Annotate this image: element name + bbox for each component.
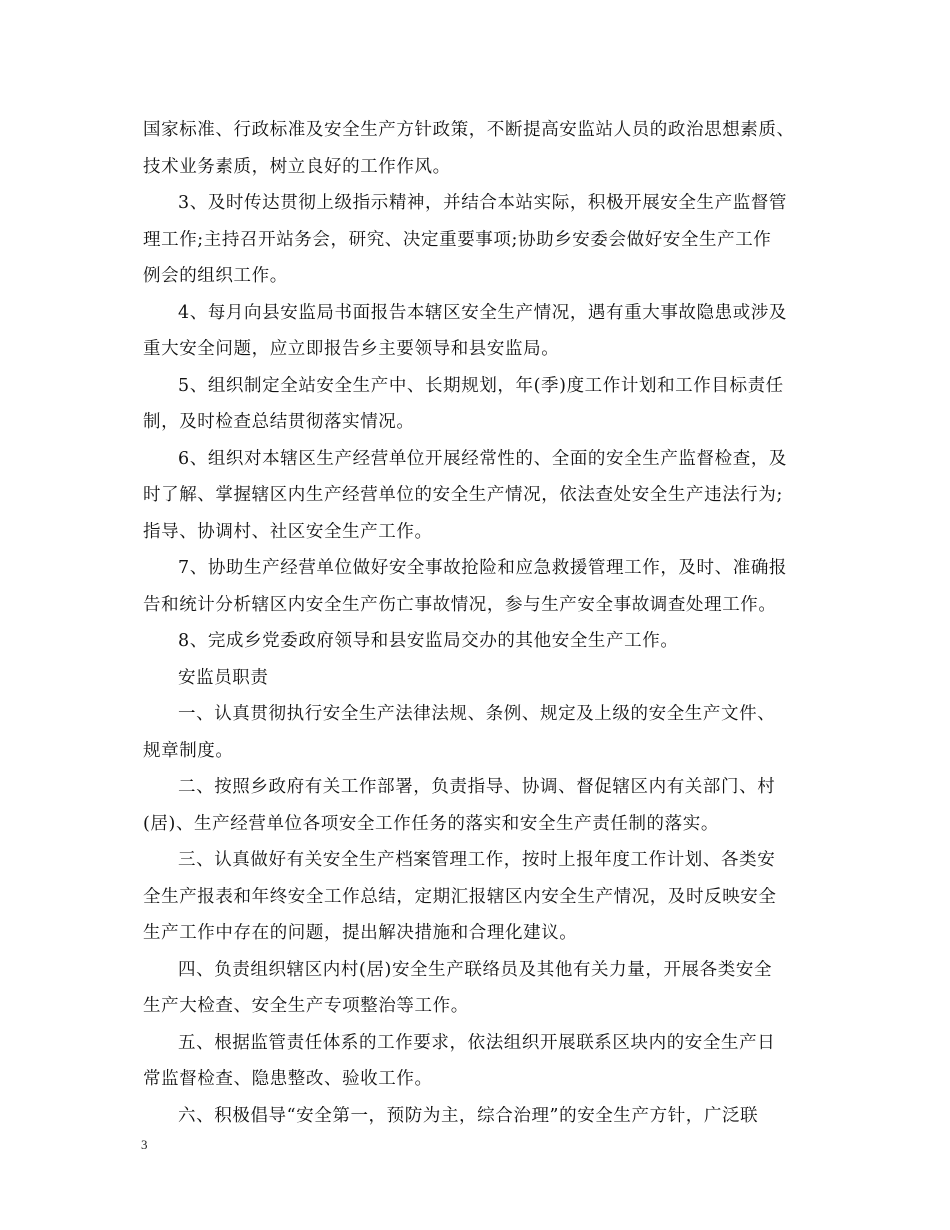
text-line: 安监员职责 (178, 667, 269, 688)
page-number: 3 (141, 1137, 148, 1152)
text-line: 制，及时检查总结贯彻落实情况。 (143, 412, 415, 432)
text-line: (居)、生产经营单位各项安全工作任务的落实和安全生产责任制的落实。 (143, 813, 719, 834)
text-line: 5、组织制定全站安全生产中、长期规划，年(季)度工作计划和工作目标责任 (178, 375, 784, 396)
text-line: 规章制度。 (143, 740, 234, 761)
text-line: 三、认真做好有关安全生产档案管理工作，按时上报年度工作计划、各类安 (178, 850, 776, 870)
text-line: 国家标准、行政标准及安全生产方针政策，不断提高安监站人员的政治思想素质、 (143, 120, 795, 140)
text-line: 例会的组织工作。 (143, 266, 288, 286)
text-line: 8、完成乡党委政府领导和县安监局交办的其他安全生产工作。 (178, 631, 679, 651)
text-line: 时了解、掌握辖区内生产经营单位的安全生产情况，依法查处安全生产违法行为; (143, 485, 783, 505)
text-line: 五、根据监管责任体系的工作要求，依法组织开展联系区块内的安全生产日 (178, 1032, 776, 1053)
text-line: 生产大检查、安全生产专项整治等工作。 (143, 996, 469, 1016)
body-text (143, 112, 813, 1134)
text-line: 技术业务素质，树立良好的工作作风。 (143, 156, 451, 177)
text-line: 二、按照乡政府有关工作部署，负责指导、协调、督促辖区内有关部门、村 (178, 777, 776, 797)
text-line: 4、每月向县安监局书面报告本辖区安全生产情况，遇有重大事故隐患或涉及 (178, 302, 788, 323)
text-line: 告和统计分析辖区内安全生产伤亡事故情况，参与生产安全事故调查处理工作。 (143, 594, 777, 615)
text-line: 常监督检查、隐患整改、验收工作。 (143, 1069, 433, 1089)
text-line: 生产工作中存在的问题，提出解决措施和合理化建议。 (143, 923, 578, 943)
text-line: 6、组织对本辖区生产经营单位开展经常性的、全面的安全生产监督检查，及 (178, 448, 788, 469)
text-line: 理工作;主持召开站务会，研究、决定重要事项;协助乡安委会做好安全生产工作 (143, 229, 772, 250)
text-line: 7、协助生产经营单位做好安全事故抢险和应急救援管理工作，及时、准确报 (178, 558, 788, 578)
text-line: 全生产报表和年终安全工作总结，定期汇报辖区内安全生产情况，及时反映安全 (143, 886, 777, 907)
text-line: 六、积极倡导“安全第一，预防为主，综合治理”的安全生产方针，广泛联 (178, 1105, 759, 1126)
text-line: 重大安全问题，应立即报告乡主要领导和县安监局。 (143, 339, 560, 359)
text-line: 四、负责组织辖区内村(居)安全生产联络员及其他有关力量，开展各类安全 (178, 959, 773, 980)
text-line: 3、及时传达贯彻上级指示精神，并结合本站实际，积极开展安全生产监督管 (178, 193, 788, 213)
text-line: 指导、协调村、社区安全生产工作。 (143, 521, 433, 542)
text-line: 一、认真贯彻执行安全生产法律法规、条例、规定及上级的安全生产文件、 (178, 704, 776, 724)
